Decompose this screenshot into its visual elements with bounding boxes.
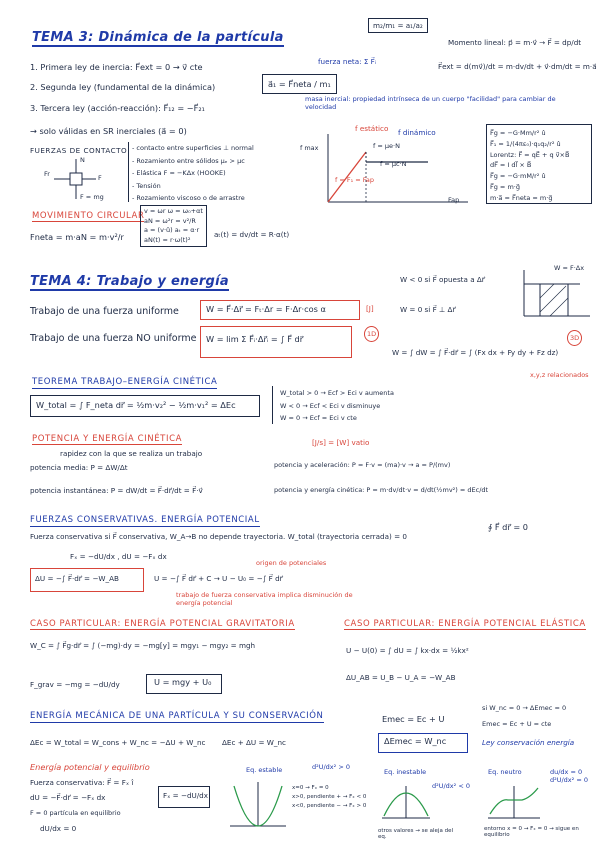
work-area-graph [520,268,592,320]
w-integral-note: x,y,z relacionados [530,371,589,379]
graph-f1-label: f = μe·N [373,142,400,150]
rapidez-def: rapidez con la que se realiza un trabajo [60,449,203,458]
movimiento-circular-title: MOVIMIENTO CIRCULAR [32,211,145,221]
contacto-brace [128,142,129,202]
work-area-label: W = F·Δx [554,264,585,272]
graph-flimit-label: f = F₁ = Fap [335,176,375,184]
fext-equation: F⃗ext = d(mv⃗)/dt = m·dv/dt + v⃗·dm/dt = m·a⃗ [438,62,597,71]
circular-box: v = ωr ω = ω₀+αt aN = ω²r = v²/R a = (v·û) aₜ = α·r aN(t) = r·ω(t)² [140,205,207,247]
du-eq: ΔU = −∫ F⃗·dr⃗ = −W_AB [35,574,119,583]
dim-1d-badge: 1D [364,326,379,342]
conservacion-2: Emec = Ec + U = cte [482,720,552,728]
conservacion-ley: Ley conservación energía [482,738,575,747]
mecanica-eq2: ΔEc + ΔU = W_nc [222,738,286,747]
grav-eq2: F_grav = −mg = −dU/dy [30,680,120,689]
teorema-eq: W_total = ∫ F_neta dr⃗ = ½m·v₂² − ½m·v₁² = ΔEc [36,400,236,410]
mass-ratio-box: m₂/m₁ = a₁/a₂ [368,18,428,33]
fbd-normal-label: N [80,156,85,164]
potential-eq: U = −∫ F⃗ dr⃗ + C → U − U₀ = −∫ F⃗ dr⃗ [154,574,283,583]
inestable-note: otros valores → se aleja del eq. [378,828,453,840]
teorema-cases: W_total > 0 → Ecf > Eci v aumenta W < 0 → Ecf < Eci v disminuye W = 0 → Ecf = Eci v cte [280,389,394,422]
conservativa-def: Fuerza conservativa si F⃗ conservativa, W_A→B no depende trayectoria. W_total (trayectoria cerrada) = 0 [30,532,407,541]
fbd-friction-label: Fr [44,170,50,178]
conservativas-title: FUERZAS CONSERVATIVAS. ENERGÍA POTENCIAL [30,515,260,525]
ley-2: 2. Segunda ley (fundamental de la dinámica) [30,82,216,92]
equilibrio-3: F = 0 partícula en equilibrio [30,809,121,817]
momento-lineal: Momento lineal: p⃗ = m·v⃗ → F⃗ = dp/dt [448,38,582,47]
elastic-eq1: U − U(0) = ∫ dU = ∫ kx·dx = ½kx² [346,646,469,655]
ley-1: 1. Primera ley de inercia: F⃗ext = 0 → v⃗ cte [30,62,203,72]
estable-label: Eq. estable [246,766,283,774]
mecanica-title: ENERGÍA MECÁNICA DE UNA PARTÍCULA Y SU CONSERVACIÓN [30,711,324,721]
trabajo-conservativa-note: trabajo de fuerza conservativa implica disminución de energía potencial [176,591,353,607]
equilibrio-1: Fuerza conservativa: F⃗ = Fₓ î [30,778,134,787]
graph-dinamico-label: f dinámico [398,128,436,137]
neutral-equilibrium-graph [486,784,542,824]
grav-eq1: W_C = ∫ F⃗g·dr⃗ = ∫ (−mg)·dy = −mg[y] = mgy₁ − mgy₂ = mgh [30,641,256,650]
w-no-uniforme-eq: W = lim Σ F⃗ᵢ·Δr⃗ᵢ = ∫ F⃗ dr⃗ [206,334,304,344]
graph-fmax-label: f max [300,144,319,152]
dim-3d-badge: 3D [567,330,582,346]
w-uniforme-eq: W = F⃗·Δr⃗ = Fₜ·Δr = F·Δr·cos α [206,304,326,314]
forces-formula-list: F⃗g = −G·Mm/r² û F⃗₁ = 1/(4πε₀)·q₁q₂/r² û Lorentz: F⃗ = qE⃗ + q v⃗×B⃗ dF⃗ = I dl⃗ × B⃗ F⃗g = −G·mM/r² û F⃗g = m·g⃗ m·a⃗ = F⃗neta = m·g⃗ [490,129,570,202]
closed-path-eq: ∮ F⃗ dr⃗ = 0 [488,522,529,532]
potencia-energia: potencia y energía cinética: P = m·dv/dt·v = d/dt(½mv²) = dEc/dt [274,486,489,494]
estable-notes: x=0 → Fₓ = 0 x>0, pendiente + → Fₓ < 0 x<0, pendiente − → Fₓ > 0 [292,785,367,809]
fuerza-neta-note: fuerza neta: Σ F⃗ᵢ [318,57,377,66]
fneta-circular: Fneta = m·aN = m·v²/r [30,232,124,242]
w-zero-rule: W = 0 si F⃗ ⊥ Δr⃗ [400,305,456,314]
trabajo-no-uniforme-label: Trabajo de una fuerza NO uniforme [30,333,197,344]
tema3-title: TEMA 3: Dinámica de la partícula [32,30,284,45]
neutro-note: entorno x = 0 → Fₓ = 0 → sigue en equilibrio [484,826,579,838]
contacto-list: - contacto entre superficies ⊥ normal - Rozamiento entre sólidos μₑ > μc - Elástica F = −KΔx (HOOKE) - Tensión - Rozamiento viscoso o de arrastre [132,144,254,202]
teorema-title: TEOREMA TRABAJO–ENERGÍA CINÉTICA [32,377,218,387]
potencia-unit: [J/s] = [W] vatio [312,438,370,447]
grav-potential: U = mgy + U₀ [154,677,212,687]
emec-box-eq: ΔEmec = W_nc [384,736,447,746]
neutro-label: Eq. neutro [488,768,522,776]
w-integral-eq: W = ∫ dW = ∫ F⃗·dr⃗ = ∫ (Fx dx + Fy dy + Fz dz) [392,348,559,357]
grav-title: CASO PARTICULAR: ENERGÍA POTENCIAL GRAVITATORIA [30,619,295,629]
tangential-accel: aₜ(t) = dv/dt = R·α(t) [214,230,290,239]
joule-unit: [J] [366,304,374,313]
fx-eq: Fₓ = −dU/dx , dU = −Fₓ dx [70,552,167,561]
stable-equilibrium-graph [228,780,288,832]
mecanica-eq1: ΔEc = W_total = W_cons + W_nc = −ΔU + W_nc [30,738,206,747]
estable-cond: d²U/dx² > 0 [312,763,350,771]
potencia-media: potencia media: P = ΔW/Δt [30,463,128,472]
fbd-weight-label: F = mg [80,193,104,201]
origen-note: origen de potenciales [256,559,327,567]
elastic-title: CASO PARTICULAR: ENERGÍA POTENCIAL ELÁSTICA [344,619,586,629]
neutro-cond: du/dx = 0 d²U/dx² = 0 [550,768,588,784]
inestable-cond: d²U/dx² < 0 [432,782,470,790]
emec-eq: Emec = Ec + U [382,714,445,724]
potencia-instantanea: potencia instantánea: P = dW/dt = F⃗·dr⃗/dt = F⃗·v⃗ [30,486,203,495]
potencia-title: POTENCIA Y ENERGÍA CINÉTICA [32,434,183,444]
equilibrio-title: Energía potencial y equilibrio [30,762,150,772]
fuerzas-contacto-label: FUERZAS DE CONTACTO [30,146,128,155]
aceleracion-box: a⃗₁ = F⃗neta / m₁ [262,74,337,94]
teorema-brace [272,386,273,424]
potencia-aceleracion: potencia y aceleración: P = F·v = (ma)·v → a = P/(mv) [274,461,451,469]
ley-3: 3. Tercera ley (acción-reacción): F⃗₁₂ = −F⃗₂₁ [30,103,205,113]
tema4-title: TEMA 4: Trabajo y energía [30,274,229,289]
inestable-label: Eq. inestable [384,768,427,776]
elastic-eq2: ΔU_AB = U_B − U_A = −W_AB [346,673,456,682]
equilibrio-2: dU = −F⃗·dr⃗ = −Fₓ dx [30,793,106,802]
masa-inercial-note: masa inercial: propiedad intrínseca de un cuerpo "facilidad" para cambiar de velocidad [305,95,556,111]
graph-estatico-label: f estático [355,124,389,133]
conservacion-1: si W_nc = 0 → ΔEmec = 0 [482,704,567,712]
equilibrio-box-eq: Fₓ = −dU/dx [163,791,208,800]
graph-x-axis-label: Fap [448,196,460,204]
w-negative-rule: W < 0 si F⃗ opuesta a Δr⃗ [400,275,485,284]
graph-f2-label: f = μc·N [380,160,407,168]
equilibrio-4: dU/dx = 0 [40,824,77,833]
trabajo-uniforme-label: Trabajo de una fuerza uniforme [30,306,179,317]
sr-inerciales: → solo válidas en SR inerciales (a⃗ = 0) [30,126,187,136]
unstable-equilibrium-graph [380,784,432,824]
fbd-force-label: F [98,174,102,182]
